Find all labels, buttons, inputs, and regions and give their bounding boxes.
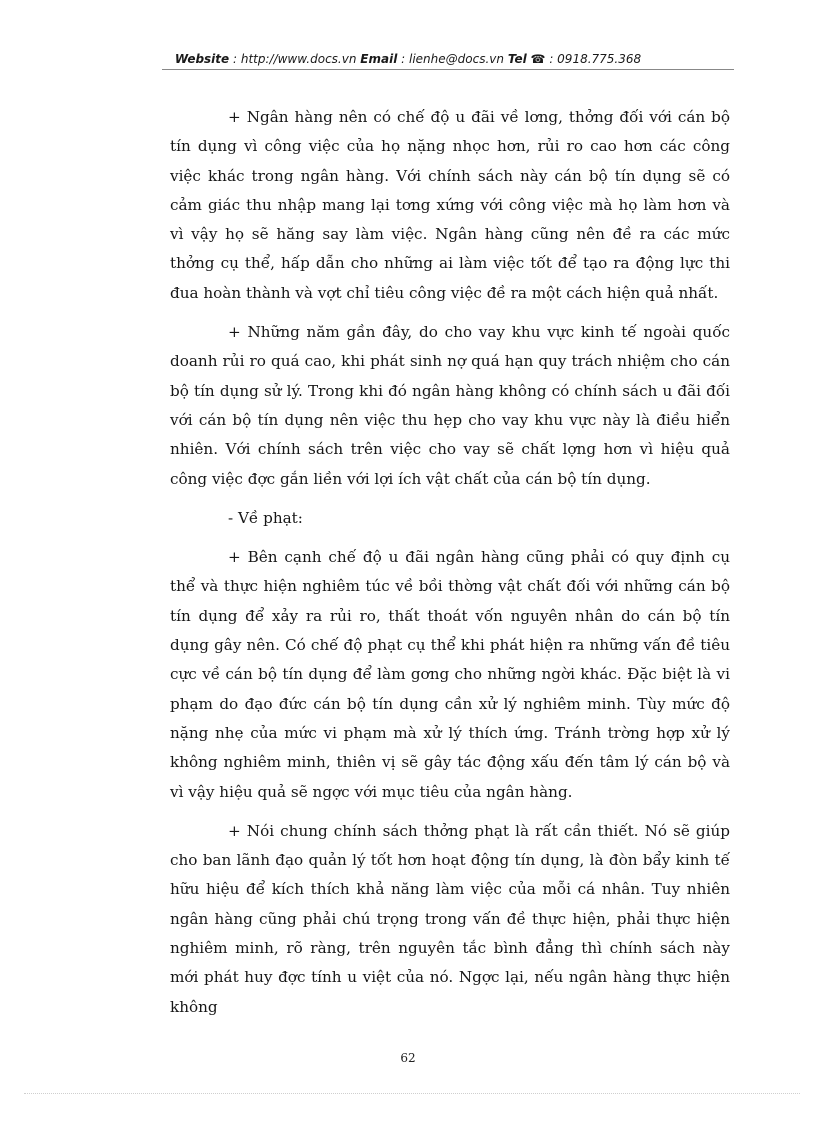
paragraph-compensation: + Bên cạnh chế độ u đãi ngân hàng cũng phải có quy định cụ thể và thực hiện nghiêm túc về bồi thờng vật chất đối với những cán bộ tín dụng để xảy ra rủi ro, thất thoát vốn nguyên nhân do cán bộ tín dụng gây nên. Có chế độ phạt cụ thể khi phát hiện ra những vấn đề tiêu cực về cán bộ tín dụng để làm gơng cho những ngời khác. Đặc biệt là vi phạm do đạo đức cán bộ tín dụng cần xử lý nghiêm minh. Tùy mức độ nặng nhẹ của mức vi phạm mà xử lý thích ứng. Tránh trờng hợp xử lý không nghiêm minh, thiên vị sẽ gây tác động xấu đến tâm lý cán bộ và vì vậy hiệu quả sẽ ngợc với mục tiêu của ngân hàng. [170, 548, 730, 801]
document-body [170, 103, 730, 1032]
page-header [0, 52, 816, 66]
paragraph-non-state-lending: + Những năm gần đây, do cho vay khu vực kinh tế ngoài quốc doanh rủi ro quá cao, khi phát sinh nợ quá hạn quy trách nhiệm cho cán bộ tín dụng sử lý. Trong khi đó ngân hàng không có chính sách u đãi đối với cán bộ tín dụng nên việc thu hẹp cho vay khu vực này là điều hiển nhiên. Với chính sách trên việc cho vay sẽ chất lợng hơn vì hiệu quả công việc đợc gắn liền với lợi ích vật chất của cán bộ tín dụng. [170, 323, 730, 488]
phone-icon: ☎ [530, 52, 546, 66]
footer-dotted-line [24, 1093, 800, 1094]
website-link[interactable]: : http://www.docs.vn [233, 52, 357, 66]
tel-label: Tel [507, 52, 527, 66]
page-number: 62 [400, 1051, 416, 1065]
tel-value: : 0918.775.368 [549, 52, 642, 66]
website-label: Website [174, 52, 230, 66]
email-label: Email [360, 52, 398, 66]
section-heading-penalty: - Về phạt: [228, 508, 303, 527]
email-link[interactable]: : lienhe@docs.vn [401, 52, 504, 66]
header-divider [162, 69, 734, 70]
paragraph-salary-bonus: + Ngân hàng nên có chế độ u đãi về lơng, thởng đối với cán bộ tín dụng vì công việc của họ nặng nhọc hơn, rủi ro cao hơn các công việc khác trong ngân hàng. Với chính sách này cán bộ tín dụng sẽ có cảm giác thu nhập mang lại tơng xứng với công việc mà họ làm hơn và vì vậy họ sẽ hăng say làm việc. Ngân hàng cũng nên đề ra các mức thởng cụ thể, hấp dẫn cho những ai làm việc tốt để tạo ra động lực thi đua hoàn thành và vợt chỉ tiêu công việc đề ra một cách hiện quả nhất. [170, 108, 730, 302]
paragraph-reward-penalty-policy: + Nói chung chính sách thởng phạt là rất cần thiết. Nó sẽ giúp cho ban lãnh đạo quản lý tốt hơn hoạt động tín dụng, là đòn bẩy kinh tế hữu hiệu để kích thích khả năng làm việc của mỗi cá nhân. Tuy nhiên ngân hàng cũng phải chú trọng trong vấn đề thực hiện, phải thực hiện nghiêm minh, rõ ràng, trên nguyên tắc bình đẳng thì chính sách này mới phát huy đợc tính u việt của nó. Ngợc lại, nếu ngân hàng thực hiện không [170, 821, 730, 1016]
